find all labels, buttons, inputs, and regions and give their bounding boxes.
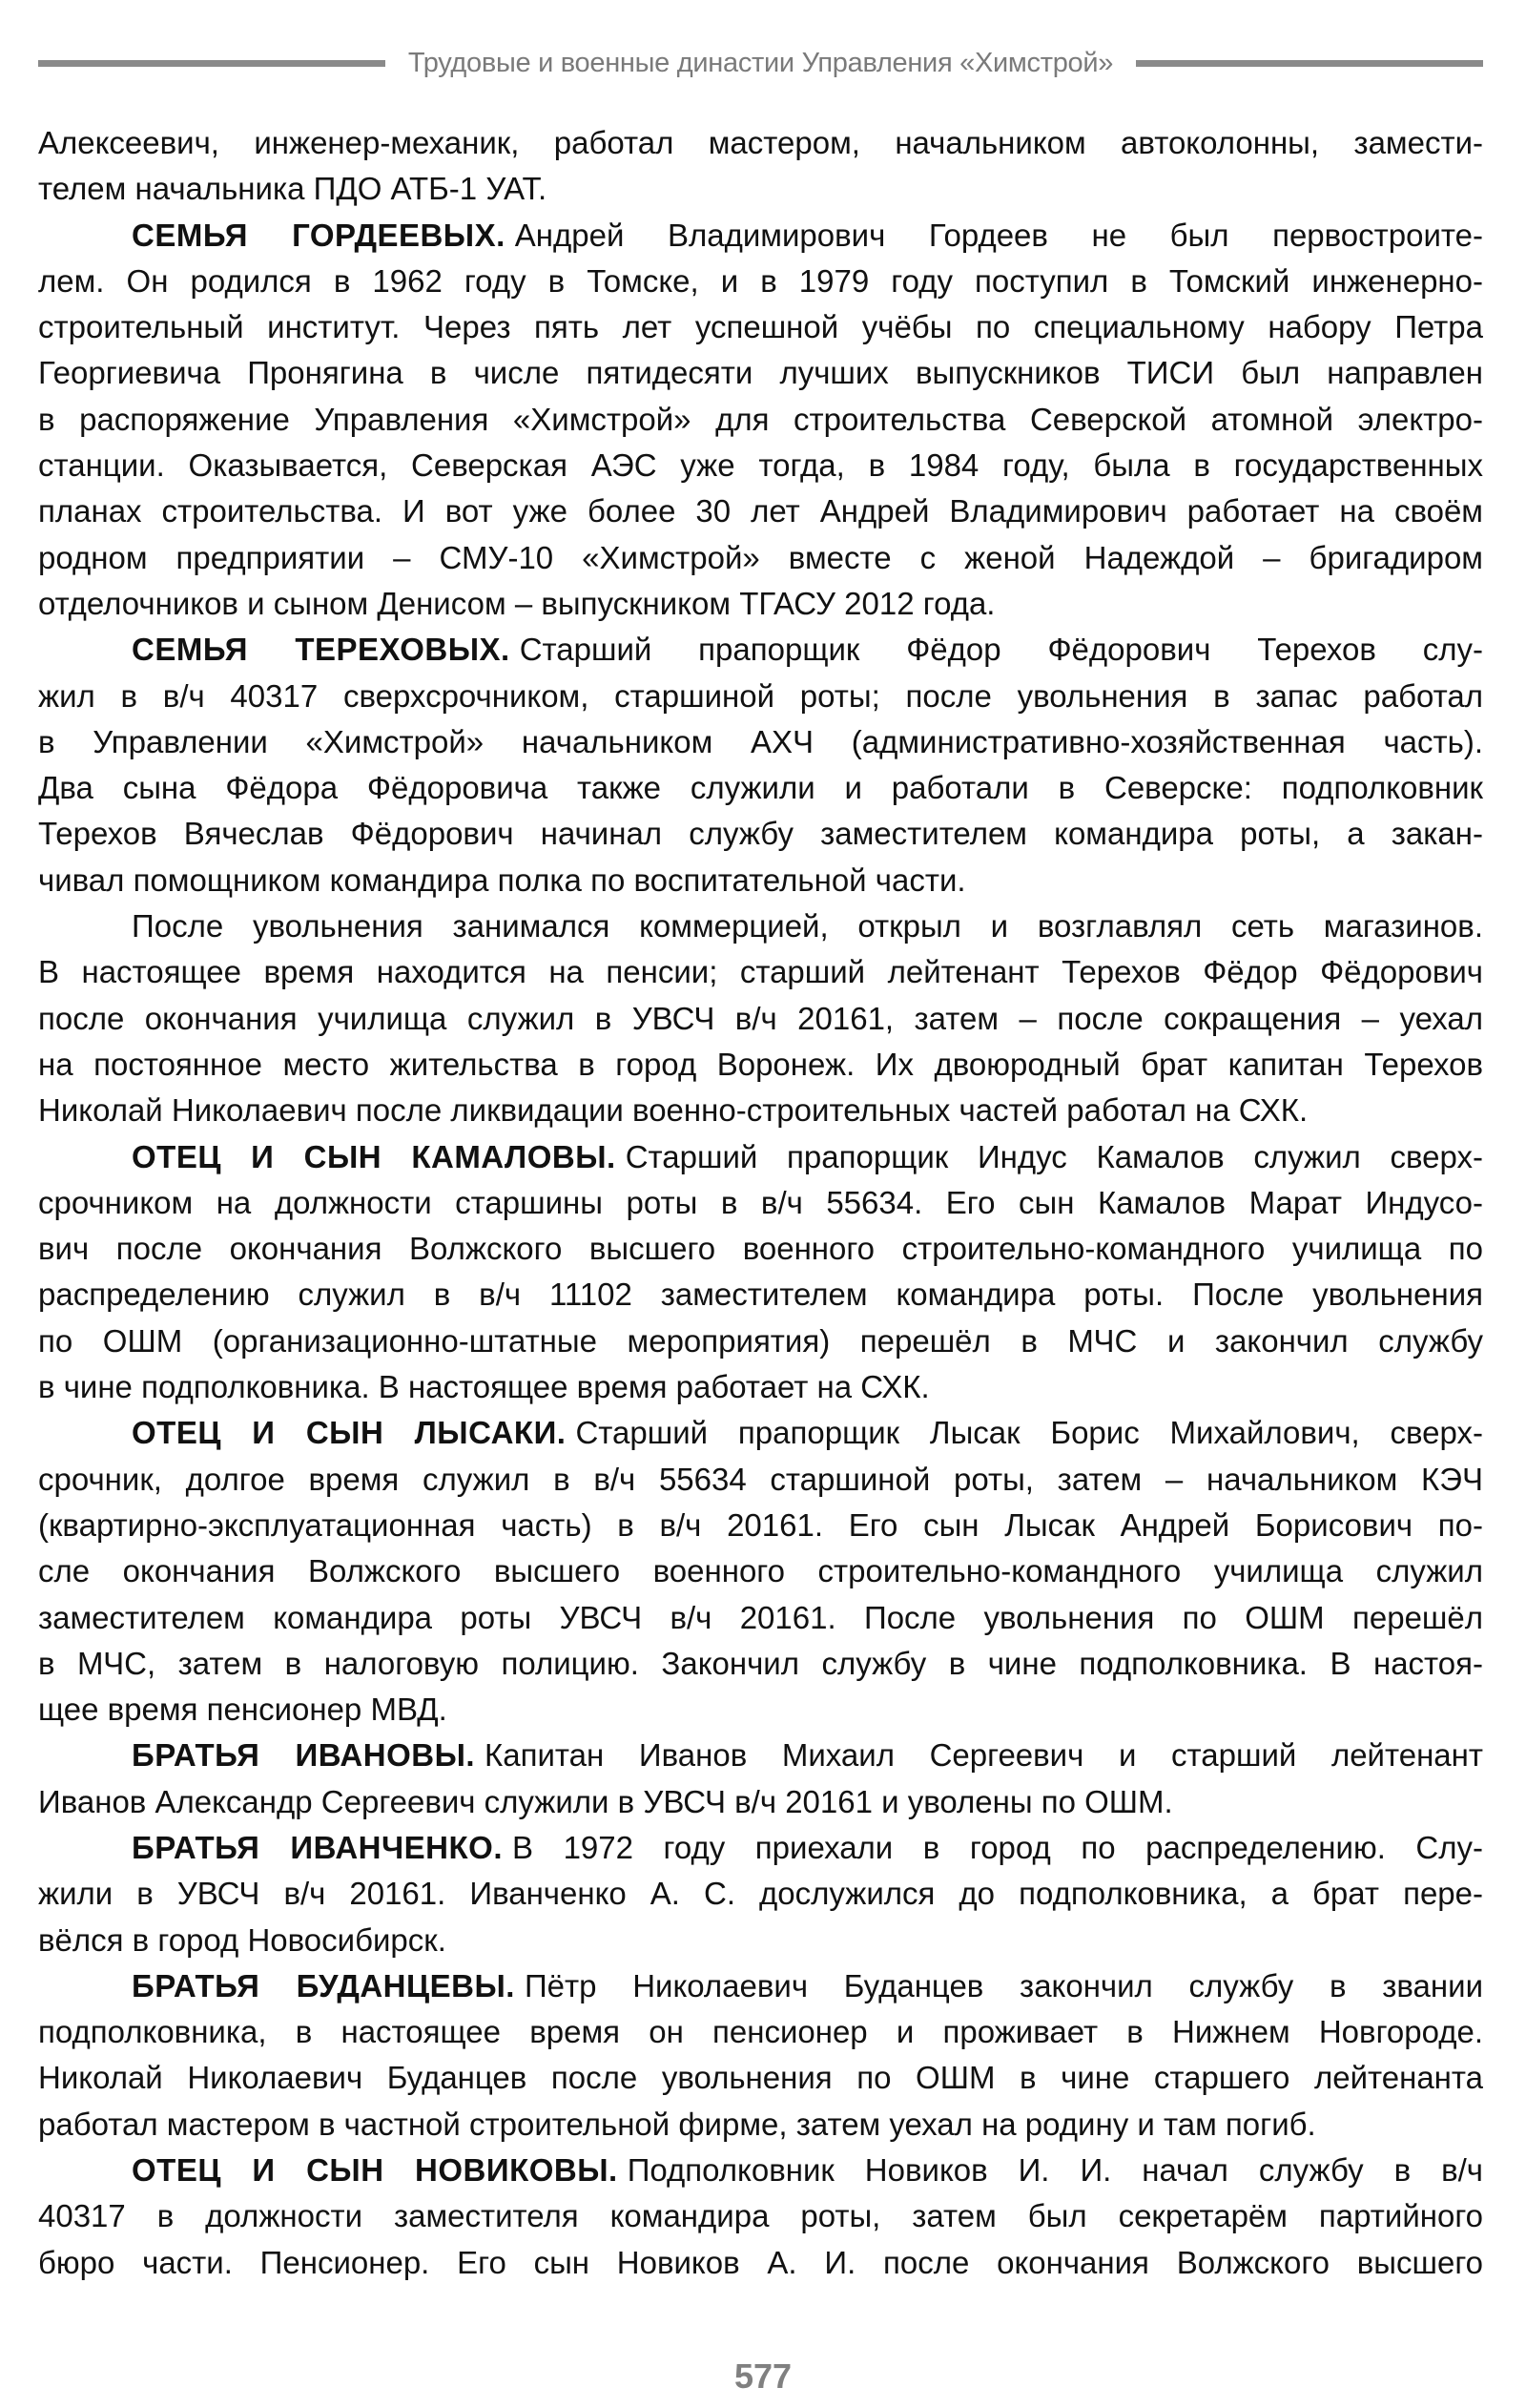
line-text: В настоящее время находится на пенсии; старший лейтенант Терехов Фёдор Фёдорович (38, 954, 1483, 990)
line-text: распределению служил в в/ч 11102 заместителем командира роты. После увольнения (38, 1277, 1483, 1313)
text-line (38, 213, 1483, 259)
section-heading: БРАТЬЯ ИВАНОВЫ. (132, 1737, 476, 1774)
header-rule-right (1136, 60, 1483, 67)
section-heading: ОТЕЦ И СЫН ЛЫСАКИ. (132, 1415, 567, 1451)
paragraph (38, 1733, 1483, 1825)
paragraph (38, 1410, 1483, 1733)
text-line (38, 166, 1483, 212)
line-text: после окончания училища служил в УВСЧ в/ч 20161, затем – после сокращения – уехал (38, 1000, 1483, 1036)
line-text: Алексеевич, инженер-механик, работал мастером, начальником автоколонны, замести- (38, 125, 1483, 160)
line-text: Николай Николаевич после ликвидации военно-строительных частей работал на СХК. (38, 1092, 1309, 1129)
text-line (38, 1871, 1483, 1917)
text-line (38, 2193, 1483, 2239)
text-line (38, 304, 1483, 350)
line-text: В 1972 году приехали в город по распределению. Слу- (512, 1829, 1484, 1865)
line-text: лем. Он родился в 1962 году в Томске, и в 1979 году поступил в Томский инженерно- (38, 262, 1483, 299)
line-text: в распоряжение Управления «Химстрой» для строительства Северской атомной электро- (38, 401, 1483, 437)
text-line (38, 535, 1483, 581)
line-text: по ОШМ (организационно-штатные мероприятия) перешёл в МЧС и закончил службу (38, 1322, 1483, 1359)
text-line (38, 1318, 1483, 1364)
text-line (38, 120, 1483, 166)
text-line (38, 2102, 1483, 2148)
line-text: срочник, долгое время служил в в/ч 55634 старшиной роты, затем – начальником КЭЧ (38, 1461, 1483, 1497)
text-line (38, 1641, 1483, 1687)
text-line (38, 1410, 1483, 1456)
section-heading: БРАТЬЯ ИВАНЧЕНКО. (132, 1829, 503, 1865)
line-text: щее время пенсионер МВД. (38, 1692, 447, 1728)
page-body (38, 120, 1483, 2286)
text-line (38, 2240, 1483, 2286)
line-text: жил в в/ч 40317 сверхсрочником, старшиной роты; после увольнения в запас работал (38, 677, 1483, 714)
text-line (38, 488, 1483, 534)
line-text: Андрей Владимирович Гордеев не был первостроите- (514, 217, 1483, 253)
text-line (38, 1457, 1483, 1503)
paragraph (38, 1825, 1483, 1963)
line-text: в чине подполковника. В настоящее время работает на СХК. (38, 1369, 930, 1405)
running-header (38, 42, 1483, 84)
text-line (38, 858, 1483, 903)
header-rule-left (38, 60, 385, 67)
text-line (38, 1595, 1483, 1641)
line-text: на постоянное место жительства в город Воронеж. Их двоюродный брат капитан Терехов (38, 1046, 1483, 1082)
text-line (38, 765, 1483, 811)
text-line (38, 719, 1483, 765)
section-heading: СЕМЬЯ ТЕРЕХОВЫХ. (132, 632, 510, 668)
paragraph (38, 1134, 1483, 1411)
text-line (38, 1272, 1483, 1318)
text-line (38, 811, 1483, 857)
line-text: Пётр Николаевич Буданцев закончил службу в звании (524, 1967, 1484, 2003)
text-line (38, 1687, 1483, 1733)
section-heading: ОТЕЦ И СЫН НОВИКОВЫ. (132, 2152, 618, 2189)
line-text: 40317 в должности заместителя командира роты, затем был секретарём партийного (38, 2198, 1483, 2234)
running-header-title: Трудовые и военные династии Управления «Химстрой» (407, 47, 1114, 78)
line-text: заместителем командира роты УВСЧ в/ч 20161. После увольнения по ОШМ перешёл (38, 1599, 1483, 1635)
line-text: телем начальника ПДО АТБ-1 УАТ. (38, 171, 547, 207)
text-line (38, 1548, 1483, 1594)
paragraph (38, 627, 1483, 903)
text-line (38, 1088, 1483, 1133)
text-line (38, 2009, 1483, 2055)
text-line (38, 259, 1483, 304)
text-line (38, 1825, 1483, 1871)
text-line (38, 674, 1483, 719)
line-text: Подполковник Новиков И. И. начал службу в в/ч (627, 2152, 1483, 2189)
line-text: чивал помощником командира полка по воспитательной части. (38, 861, 966, 898)
paragraph (38, 213, 1483, 628)
line-text: в Управлении «Химстрой» начальником АХЧ (административно-хозяйственная часть). (38, 723, 1483, 759)
line-text: планах строительства. И вот уже более 30 лет Андрей Владимирович работает на своём (38, 493, 1483, 529)
line-text: родном предприятии – СМУ-10 «Химстрой» вместе с женой Надеждой – бригадиром (38, 539, 1483, 575)
text-line (38, 2055, 1483, 2101)
text-line (38, 1918, 1483, 1963)
line-text: Терехов Вячеслав Фёдорович начинал службу заместителем командира роты, а закан- (38, 816, 1483, 852)
line-text: (квартирно-эксплуатационная часть) в в/ч 20161. Его сын Лысак Андрей Борисович по- (38, 1506, 1483, 1543)
line-text: вич после окончания Волжского высшего военного строительно-командного училища по (38, 1231, 1483, 1267)
text-line (38, 1779, 1483, 1825)
line-text: После увольнения занимался коммерцией, открыл и возглавлял сеть магазинов. (132, 908, 1483, 945)
text-line (38, 996, 1483, 1042)
section-heading: СЕМЬЯ ГОРДЕЕВЫХ. (132, 217, 505, 253)
text-line (38, 350, 1483, 396)
text-line (38, 443, 1483, 488)
text-line (38, 1503, 1483, 1548)
text-line (38, 1364, 1483, 1410)
line-text: Старший прапорщик Лысак Борис Михайлович, сверх- (575, 1415, 1484, 1451)
paragraph (38, 2148, 1483, 2286)
text-line (38, 1733, 1483, 1778)
text-line (38, 2148, 1483, 2193)
paragraph (38, 903, 1483, 1133)
paragraph (38, 120, 1483, 213)
text-line (38, 397, 1483, 443)
line-text: Николай Николаевич Буданцев после увольнения по ОШМ в чине старшего лейтенанта (38, 2060, 1483, 2096)
line-text: работал мастером в частной строительной фирме, затем уехал на родину и там погиб. (38, 2106, 1316, 2142)
line-text: строительный институт. Через пять лет успешной учёбы по специальному набору Петра (38, 309, 1483, 345)
text-line (38, 1134, 1483, 1180)
text-line (38, 949, 1483, 995)
line-text: бюро части. Пенсионер. Его сын Новиков А. И. после окончания Волжского высшего (38, 2244, 1483, 2280)
line-text: в МЧС, затем в налоговую полицию. Закончил службу в чине подполковника. В настоя- (38, 1645, 1483, 1681)
paragraph (38, 1963, 1483, 2148)
section-heading: БРАТЬЯ БУДАНЦЕВЫ. (132, 1967, 515, 2003)
line-text: Старший прапорщик Индус Камалов служил сверх- (625, 1138, 1484, 1174)
text-line (38, 627, 1483, 673)
text-line (38, 903, 1483, 949)
text-line (38, 1180, 1483, 1226)
text-line (38, 1963, 1483, 2009)
line-text: срочником на должности старшины роты в в/ч 55634. Его сын Камалов Марат Индусо- (38, 1184, 1483, 1220)
line-text: сле окончания Волжского высшего военного строительно-командного училища служил (38, 1553, 1483, 1589)
line-text: Старший прапорщик Фёдор Фёдорович Терехов слу- (519, 632, 1483, 668)
line-text: Капитан Иванов Михаил Сергеевич и старший лейтенант (485, 1737, 1483, 1774)
line-text: Два сына Фёдора Фёдоровича также служили и работали в Северске: подполковник (38, 770, 1483, 806)
text-line (38, 1042, 1483, 1088)
section-heading: ОТЕЦ И СЫН КАМАЛОВЫ. (132, 1138, 616, 1174)
line-text: жили в УВСЧ в/ч 20161. Иванченко А. С. дослужился до подполковника, а брат пере- (38, 1876, 1483, 1912)
line-text: Георгиевича Пронягина в числе пятидесяти лучших выпускников ТИСИ был направлен (38, 355, 1483, 391)
line-text: станции. Оказывается, Северская АЭС уже тогда, в 1984 году, была в государственных (38, 447, 1483, 484)
page-number: 577 (733, 2356, 793, 2396)
line-text: отделочников и сыном Денисом – выпускником ТГАСУ 2012 года. (38, 585, 996, 621)
text-line (38, 1226, 1483, 1272)
line-text: Иванов Александр Сергеевич служили в УВСЧ в/ч 20161 и уволены по ОШМ. (38, 1783, 1173, 1819)
line-text: подполковника, в настоящее время он пенсионер и проживает в Нижнем Новгороде. (38, 2014, 1483, 2050)
text-line (38, 581, 1483, 627)
line-text: вёлся в город Новосибирск. (38, 1921, 446, 1958)
